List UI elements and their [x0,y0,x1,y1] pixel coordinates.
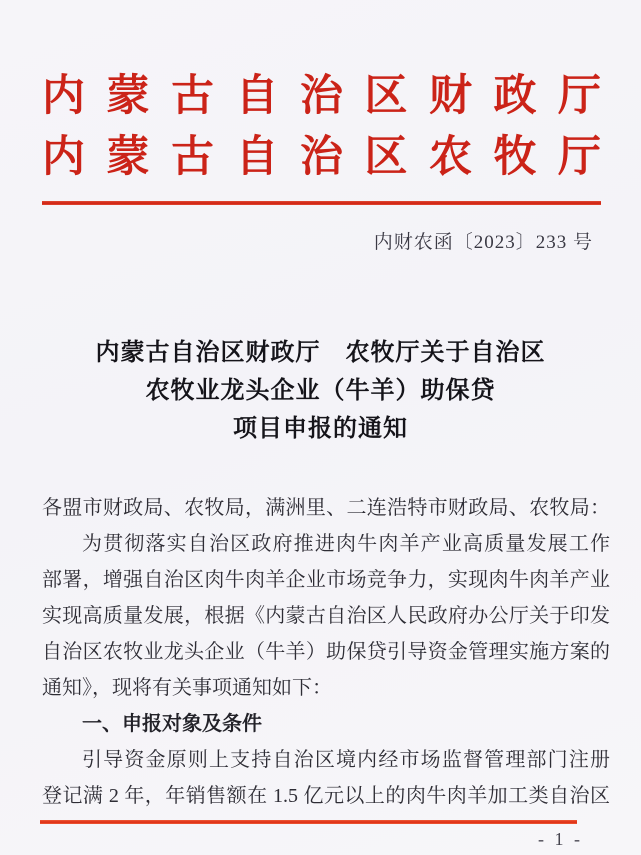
body-line: 为贯彻落实自治区政府推进肉牛肉羊产业高质量发展工作 [82,533,610,555]
salutation-line: 各盟市财政局、农牧局，满洲里、二连浩特市财政局、农牧局： [42,497,610,519]
header-divider-line [42,201,601,205]
page-number: - 1 - [538,829,583,849]
footer-divider-line [40,820,577,824]
document-number: 内财农函〔2023〕233 号 [373,232,593,253]
document-title [30,334,611,448]
body-line: 登记满 2 年，年销售额在 1.5 亿元以上的肉牛肉羊加工类自治区 [42,785,610,807]
document-body [42,490,610,814]
org-name-line-2: 内蒙古自治区农牧厅 [42,134,601,181]
body-line: 通知》，现将有关事项通知如下： [42,677,332,699]
body-line: 引导资金原则上支持自治区境内经市场监督管理部门注册 [82,749,610,771]
title-line-3: 项目申报的通知 [233,416,408,442]
body-line: 实现高质量发展，根据《内蒙古自治区人民政府办公厅关于印发 [42,605,610,627]
org-name-line-1: 内蒙古自治区财政厅 [42,73,601,120]
title-line-2: 农牧业龙头企业（牛羊）助保贷 [145,378,496,404]
body-line: 自治区农牧业龙头企业（牛羊）助保贷引导资金管理实施方案的 [42,641,610,663]
body-line: 部署，增强自治区肉牛肉羊企业市场竞争力，实现肉牛肉羊产业 [42,569,610,591]
section-heading: 一、申报对象及条件 [82,713,262,735]
title-line-1: 内蒙古自治区财政厅 农牧厅关于自治区 [95,340,546,366]
issuing-org-header [42,66,601,188]
